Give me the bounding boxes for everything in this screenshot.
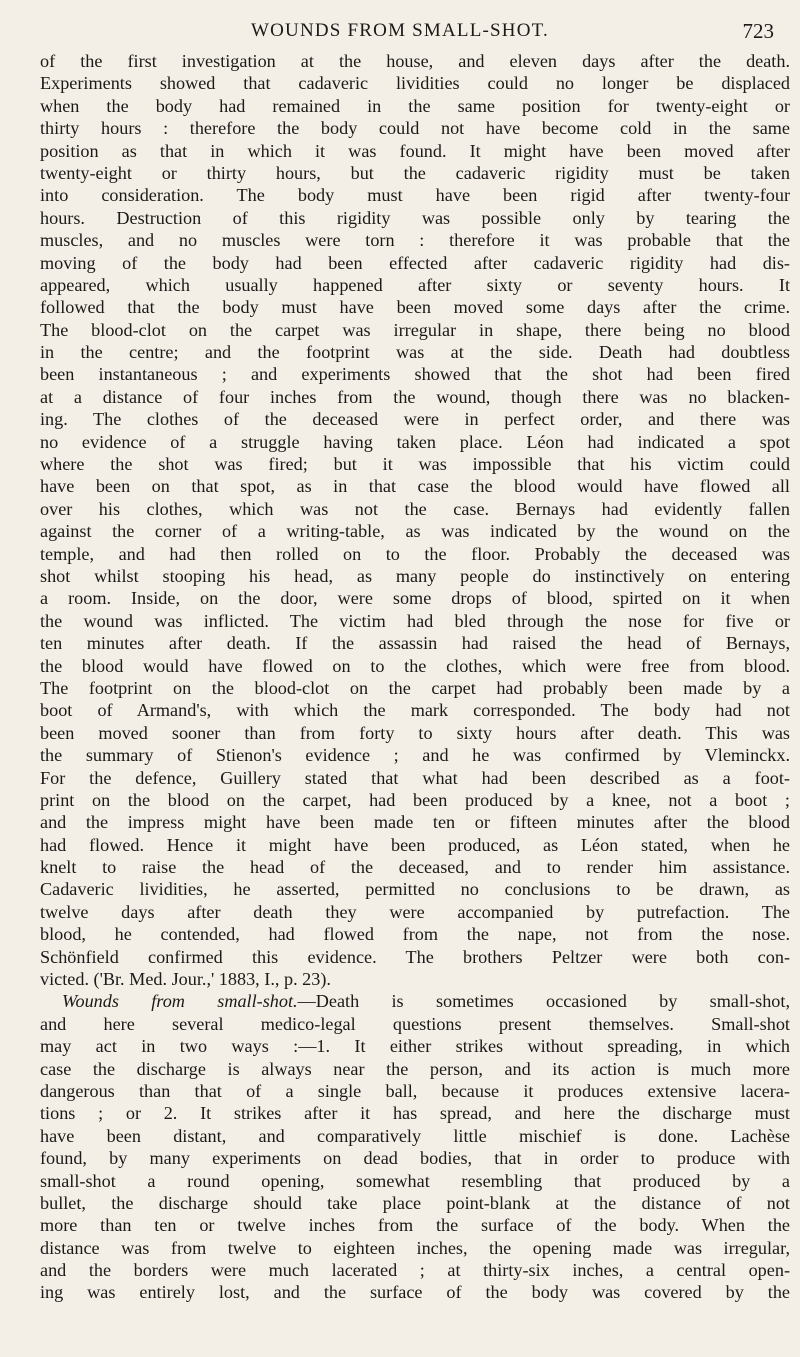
text-line: twenty-eight or thirty hours, but the cadaveric rigidity must be taken xyxy=(40,162,790,183)
text-line: and the impress might have been made ten or fifteen minutes after the blood xyxy=(40,812,790,833)
text-line: in the centre; and the footprint was at the side. Death had doubtless xyxy=(40,342,790,363)
text-line: temple, and had then rolled on to the floor. Probably the deceased was xyxy=(40,543,790,564)
text-run: —Death is sometimes occasioned by small-shot, xyxy=(297,991,790,1012)
text-line: position as that in which it was found. It might have been moved after xyxy=(40,140,790,161)
paragraph-small-shot xyxy=(40,990,790,1303)
text-line: case the discharge is always near the person, and its action is much more xyxy=(40,1058,790,1079)
text-line: been moved sooner than from forty to sixty hours after death. This was xyxy=(40,722,790,743)
text-line: may act in two ways :—1. It either strikes without spreading, in which xyxy=(40,1036,790,1057)
text-line: the summary of Stienon's evidence ; and he was confirmed by Vleminckx. xyxy=(40,745,790,766)
text-line: The blood-clot on the carpet was irregular in shape, there being no blood xyxy=(40,319,790,340)
text-line: the blood would have flowed on to the clothes, which were free from blood. xyxy=(40,655,790,676)
text-line: and here several medico-legal questions present themselves. Small-shot xyxy=(40,1013,790,1034)
text-line: a room. Inside, on the door, were some drops of blood, spirted on it when xyxy=(40,588,790,609)
text-line: ten minutes after death. If the assassin had raised the head of Bernays, xyxy=(40,633,790,654)
text-line: where the shot was fired; but it was impossible that his victim could xyxy=(40,454,790,475)
text-line: victed. ('Br. Med. Jour.,' 1883, I., p. 23). xyxy=(40,969,331,990)
text-line: shot whilst stooping his head, as many people do instinctively on entering xyxy=(40,565,790,586)
text-line: print on the blood on the carpet, had been produced by a knee, not a boot ; xyxy=(40,789,790,810)
text-line: of the first investigation at the house, and eleven days after the death. xyxy=(40,51,790,71)
text-line: blood, he contended, had flowed from the nape, not from the nose. xyxy=(40,924,790,945)
text-line: appeared, which usually happened after sixty or seventy hours. It xyxy=(40,274,790,295)
text-line: followed that the body must have been moved some days after the crime. xyxy=(40,297,790,318)
text-line: found, by many experiments on dead bodies, that in order to produce with xyxy=(40,1148,790,1169)
text-line: bullet, the discharge should take place point-blank at the distance of not xyxy=(40,1192,790,1213)
text-line: more than ten or twelve inches from the surface of the body. When the xyxy=(40,1215,790,1236)
text-line: Schönfield confirmed this evidence. The brothers Peltzer were both con- xyxy=(40,946,790,967)
text-line: the wound was inflicted. The victim had bled through the nose for five or xyxy=(40,610,790,631)
body-text xyxy=(40,50,790,1304)
text-line: boot of Armand's, with which the mark corresponded. The body had not xyxy=(40,700,790,721)
text-line: ing. The clothes of the deceased were in perfect order, and there was xyxy=(40,409,790,430)
text-line xyxy=(40,990,790,1012)
text-line: at a distance of four inches from the wound, though there was no blacken- xyxy=(40,386,790,407)
text-line: into consideration. The body must have been rigid after twenty-four xyxy=(40,185,790,206)
page-number: 723 xyxy=(742,19,774,43)
text-line: thirty hours : therefore the body could not have become cold in the same xyxy=(40,118,790,139)
text-line: moving of the body had been effected after cadaveric rigidity had dis- xyxy=(40,252,790,273)
text-line: been instantaneous ; and experiments showed that the shot had been fired xyxy=(40,364,790,385)
text-line: had flowed. Hence it might have been produced, as Léon stated, when he xyxy=(40,834,790,855)
text-line: Cadaveric lividities, he asserted, permitted no conclusions to be drawn, as xyxy=(40,879,790,900)
text-line: muscles, and no muscles were torn : therefore it was probable that the xyxy=(40,230,790,251)
text-line: no evidence of a struggle having taken place. Léon had indicated a spot xyxy=(40,431,790,452)
text-line: ing was entirely lost, and the surface of the body was covered by the xyxy=(40,1282,790,1303)
text-line: For the defence, Guillery stated that what had been described as a foot- xyxy=(40,767,790,788)
running-head xyxy=(0,14,800,48)
text-line: when the body had remained in the same position for twenty-eight or xyxy=(40,95,790,116)
text-line: over his clothes, which was not the case. Bernays had evidently fallen xyxy=(40,498,790,519)
text-line: distance was from twelve to eighteen inches, the opening made was irregular, xyxy=(40,1237,790,1258)
text-line: tions ; or 2. It strikes after it has spread, and here the discharge must xyxy=(40,1103,790,1124)
text-line: have been distant, and comparatively little mischief is done. Lachèse xyxy=(40,1125,790,1146)
text-line: Experiments showed that cadaveric lividities could no longer be displaced xyxy=(40,73,790,94)
text-line: hours. Destruction of this rigidity was possible only by tearing the xyxy=(40,207,790,228)
text-line: dangerous than that of a single ball, because it produces extensive lacera- xyxy=(40,1080,790,1101)
paragraph-case-summary xyxy=(40,50,790,990)
text-line: and the borders were much lacerated ; at thirty-six inches, a central open- xyxy=(40,1260,790,1281)
text-line: against the corner of a writing-table, as was indicated by the wound on the xyxy=(40,521,790,542)
text-line: The footprint on the blood-clot on the carpet had probably been made by a xyxy=(40,677,790,698)
running-title: WOUNDS FROM SMALL-SHOT. xyxy=(250,20,550,41)
section-heading: Wounds from small-shot. xyxy=(62,991,298,1012)
text-line: small-shot a round opening, somewhat resembling that produced by a xyxy=(40,1170,790,1191)
text-line: have been on that spot, as in that case the blood would have flowed all xyxy=(40,476,790,497)
text-line: knelt to raise the head of the deceased, and to render him assistance. xyxy=(40,857,790,878)
text-line: twelve days after death they were accompanied by putrefaction. The xyxy=(40,901,790,922)
